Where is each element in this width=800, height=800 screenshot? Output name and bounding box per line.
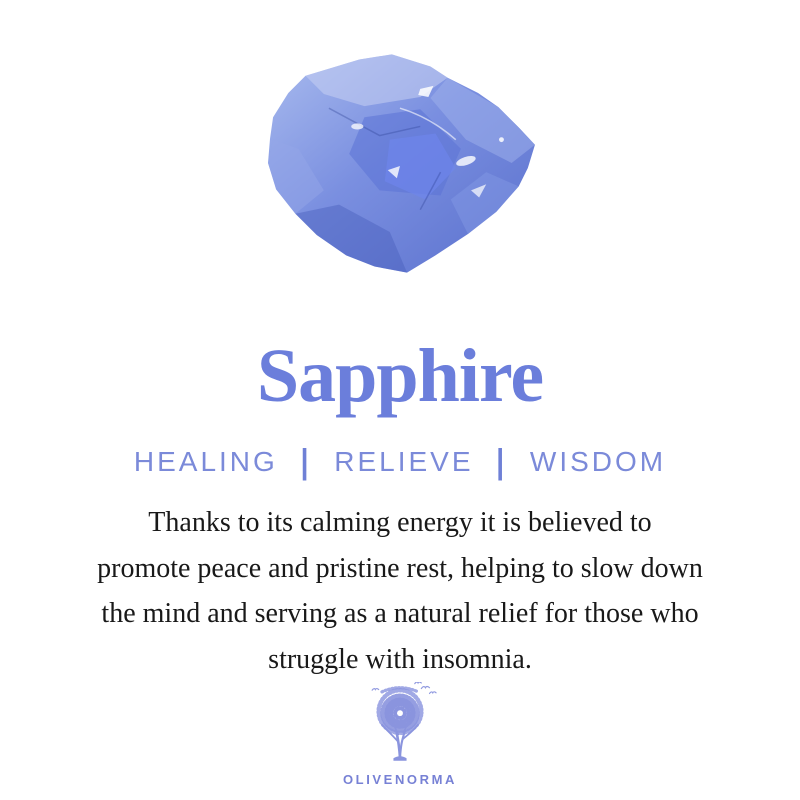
description-line: the mind and serving as a natural relief for those who: [101, 598, 699, 629]
tagline-word-relieve: RELIEVE: [334, 446, 474, 477]
description-line: Thanks to its calming energy it is believed to: [148, 507, 652, 538]
description-line: promote peace and pristine rest, helping to slow down: [97, 552, 703, 584]
description-line: struggle with insomnia.: [268, 643, 532, 675]
tagline-separator: |: [300, 442, 312, 481]
tagline-separator: |: [496, 442, 508, 481]
sapphire-stone-image: [268, 52, 538, 276]
olive-tree-logo-icon: [348, 682, 452, 764]
brand-block: [0, 682, 800, 787]
olive-tree-graphic: [348, 682, 452, 764]
tagline-word-healing: HEALING: [133, 446, 278, 477]
brand-name: OLIVENORMA: [342, 772, 458, 787]
tagline-word-wisdom: WISDOM: [529, 446, 667, 477]
sapphire-stone-graphic: [268, 52, 538, 276]
tagline: [0, 442, 800, 481]
description-text: [30, 500, 770, 682]
page-title: Sapphire: [256, 334, 544, 418]
